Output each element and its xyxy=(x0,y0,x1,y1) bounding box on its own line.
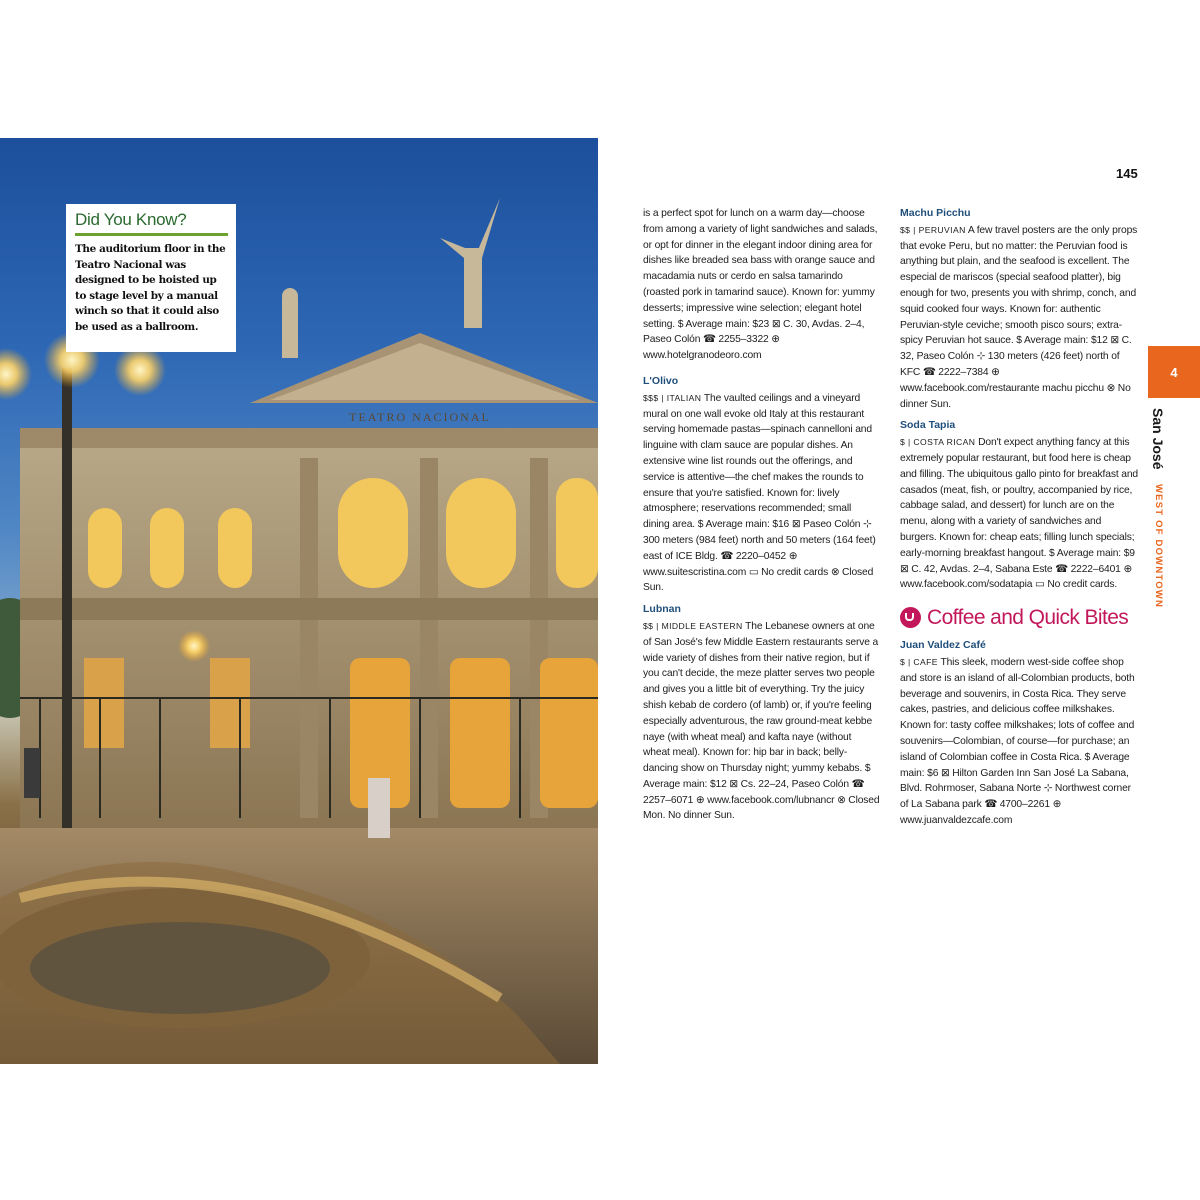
restaurant-description: The vaulted ceilings and a vineyard mural on one wall evoke old Italy at this restaurant serving homemade pastas—spinach cannelloni and linguine with clam sauce are popular dishes. An extensive wine list rounds out the offerings, and service is attentive—the chef makes the rounds to ensure that you're satisfied. Known for: lively atmosphere; reservations recommended; small dining area. $ Average main: $16 ⊠ Paseo Colón ⊹ 300 meters (984 feet) north and 50 meters (164 feet) east of ICE Bldg. ☎ 2220–0452 ⊕ www.suitescristina.com ▭ No credit cards ⊗ Closed Sun. xyxy=(643,392,876,594)
restaurant-description: The Lebanese owners at one of San José's few Middle Eastern restaurants serve a wide variety of dishes from their native region, but if you can't decide, the meze platter serves two people and gives you a little bit of everything. Try the juicy shish kebab de cordero (of lamb) or, if you're feeling especially adventurous, the raw ground-meat kebbe naye (with wheat meal) and kafta naye (without wheat meal). Known for: hip bar in back; belly-dancing show on Thursday night; yummy kebabs. $ Average main: $12 ⊠ Cs. 22–24, Paseo Colón ☎ 2257–6071 ⊕ www.facebook.com/lubnancr ⊗ Closed Mon. No dinner Sun. xyxy=(643,620,880,822)
restaurant-entry xyxy=(643,391,880,596)
did-you-know-body: The auditorium floor in the Teatro Nacional was designed to be hoisted up to stage level by a manual winch so that it could also be used as a ballroom. xyxy=(75,243,226,333)
restaurant-name: L'Olivo xyxy=(643,374,679,387)
restaurant-entry xyxy=(643,619,880,824)
section-heading xyxy=(900,607,1140,628)
cafe-description: This sleek, modern west-side coffee shop and store is an island of all-Colombian products, both beverage and souvenirs, in Costa Rica. They serve cakes, pastries, and delicious coffee milkshakes. Known for: tasty coffee milkshakes; lots of coffee and souvenirs—Colombian, of course—for purchase; an island of Colombian coffee in Costa Rica. $ Average main: $6 ⊠ Hilton Garden Inn San José La Sabana, Blvd. Rohrmoser, Sabana Norte ⊹ Northwest corner of La Sabana park ☎ 4700–2261 ⊕ www.juanvaldezcafe.com xyxy=(900,656,1135,826)
restaurant-entry xyxy=(900,435,1140,593)
price-category: $$ | PERUVIAN xyxy=(900,224,966,235)
cafe-name: Juan Valdez Café xyxy=(900,639,986,652)
did-you-know-box xyxy=(66,204,236,352)
page-number: 145 xyxy=(1116,166,1138,181)
building-inscription: TEATRO NACIONAL xyxy=(349,410,491,424)
text-column-1 xyxy=(643,206,880,824)
running-head-city: San José xyxy=(1150,408,1166,470)
restaurant-entry xyxy=(900,223,1140,413)
statue-shape xyxy=(282,298,298,358)
cafe-entry xyxy=(900,655,1140,829)
section-title: Coffee and Quick Bites xyxy=(927,605,1129,629)
price-category: $ | COSTA RICAN xyxy=(900,437,976,448)
chapter-tab: 4 xyxy=(1148,346,1200,398)
angel-statue-shape xyxy=(464,248,482,328)
price-category: $$$ | ITALIAN xyxy=(643,392,702,403)
running-head xyxy=(1149,408,1167,608)
coffee-cup-icon xyxy=(900,607,921,628)
restaurant-name: Lubnan xyxy=(643,603,681,616)
person-shape xyxy=(24,748,40,798)
restaurant-description: Don't expect anything fancy at this extremely popular restaurant, but food here is cheap and filling. The ubiquitous gallo pinto for breakfast and casados (meat, fish, or poultry, accompanied by rice, cabbage salad, and dessert) for lunch are on the menu, along with a variety of sandwiches and burgers. Known for: cheap eats; filling lunch specials; early-morning breakfast hangout. $ Average main: $9 ⊠ C. 42, Avdas. 2–4, Sabana Este ☎ 2222–6401 ⊕ www.facebook.com/sodatapia ▭ No credit cards. xyxy=(900,437,1138,591)
did-you-know-title: Did You Know? xyxy=(75,210,228,236)
lamp-post xyxy=(62,368,72,838)
running-head-area: WEST OF DOWNTOWN xyxy=(1153,483,1164,608)
restaurant-description: A few travel posters are the only props that evoke Peru, but no matter: the Peruvian food is anything but plain, and the seafood is excellent. The especial de mariscos (special seafood platter), big enough for two, presents you with shrimp, conch, and squid cooked four ways. Known for: authentic Peruvian-style ceviche; smooth pisco sours; extra-spicy Peruvian hot sauce. $ Average main: $12 ⊠ C. 32, Paseo Colón ⊹ 130 meters (426 feet) north of KFC ☎ 2222–7384 ⊕ www.facebook.com/restaurante machu picchu ⊗ No dinner Sun. xyxy=(900,224,1138,410)
restaurant-name: Soda Tapia xyxy=(900,419,956,432)
price-category: $ | CAFE xyxy=(900,656,938,667)
restaurant-name: Machu Picchu xyxy=(900,207,971,219)
text-column-2 xyxy=(900,206,1140,829)
continued-entry-text: is a perfect spot for lunch on a warm day—choose from among a variety of light sandwiches and salads, or opt for dinner in the elegant indoor dining area for dishes like breaded sea bass with orange sauce and macadamia nuts or cerdo en salsa tamarindo (roasted pork in tamarind sauce). Known for: yummy desserts; impressive wine selection; elegant hotel setting. $ Average main: $23 ⊠ C. 30, Avdas. 2–4, Paseo Colón ☎ 2255–3322 ⊕ www.hotelgranodeoro.com xyxy=(643,208,878,362)
person-shape xyxy=(368,778,390,838)
price-category: $$ | MIDDLE EASTERN xyxy=(643,620,743,631)
